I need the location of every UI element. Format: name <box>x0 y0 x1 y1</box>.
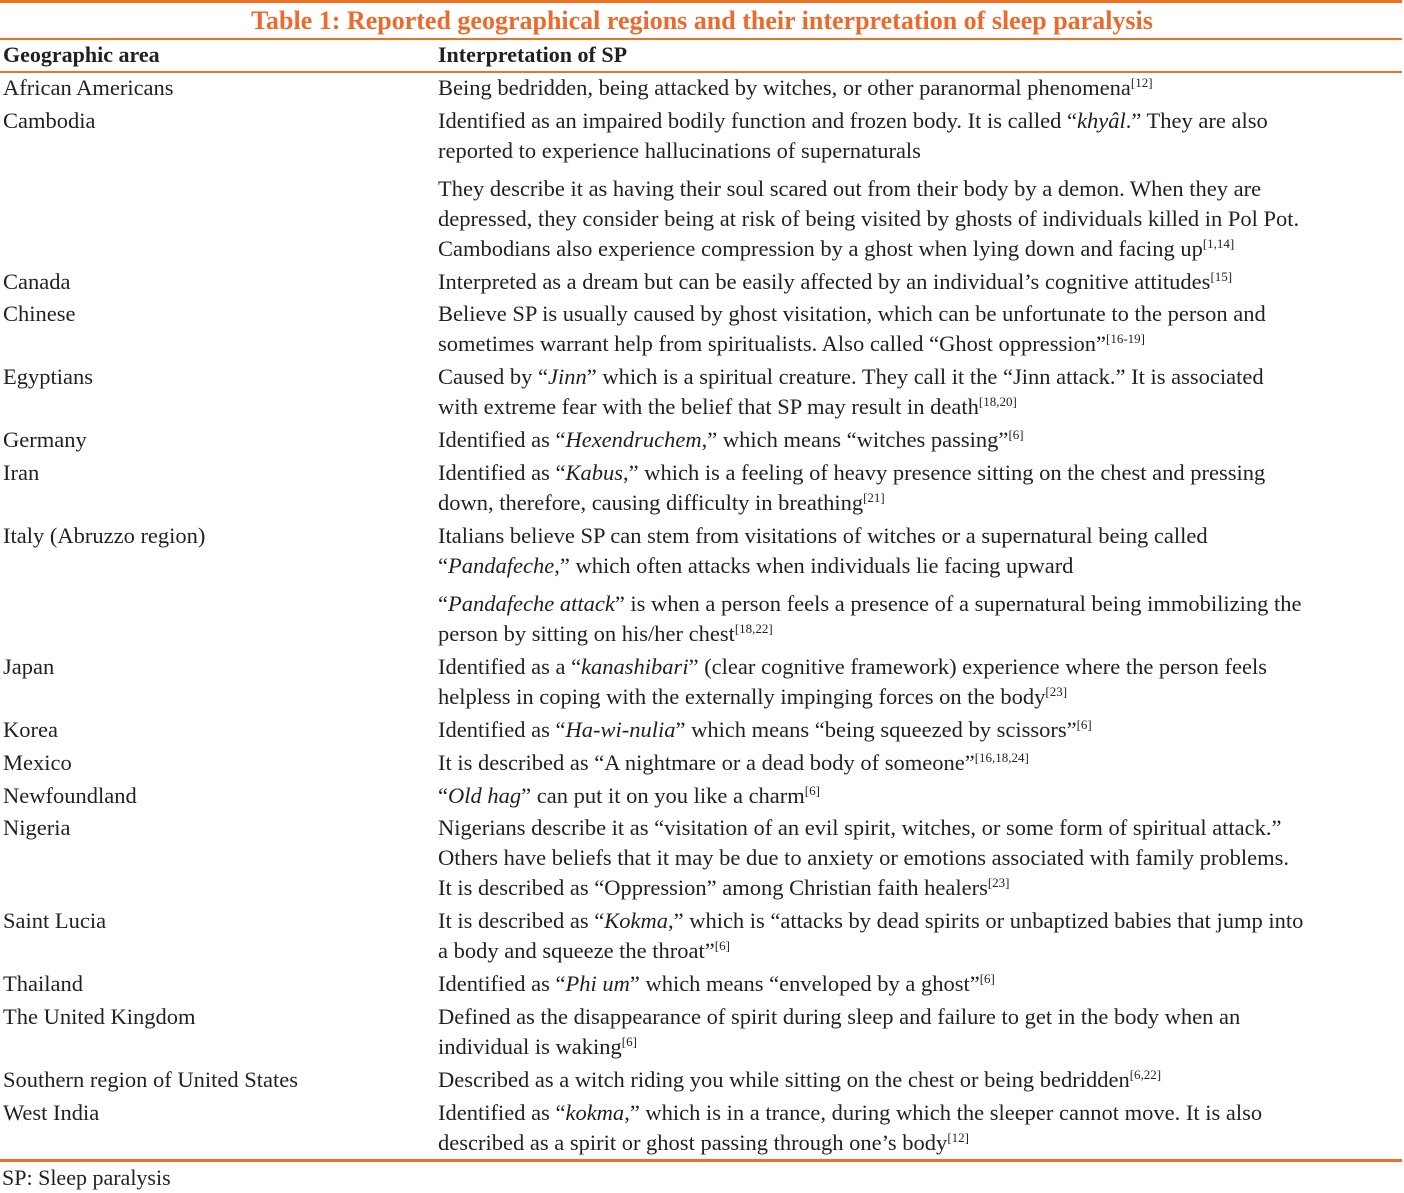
cell-geographic-area: Thailand <box>3 971 83 996</box>
table-row <box>0 813 1404 906</box>
interpretation-paragraph <box>438 781 1404 811</box>
interpretation-paragraph <box>438 425 1404 455</box>
table-title: Table 1: Reported geographical regions and their interpretation of sleep paralysis <box>251 6 1153 35</box>
cell-interpretation <box>438 362 1404 422</box>
interpretation-line: Interpreted as a dream but can be easily affected by an individual’s cognitive attitudes[15] <box>438 269 1233 294</box>
cell-interpretation <box>438 1065 1404 1095</box>
table-row <box>0 458 1404 521</box>
interpretation-line: Italians believe SP can stem from visitations of witches or a supernatural being called <box>438 523 1208 548</box>
interpretation-line: “Pandafeche attack” is when a person feels a presence of a supernatural being immobilizing the <box>438 591 1302 616</box>
interpretation-line: It is described as “Oppression” among Christian faith healers[23] <box>438 875 1010 900</box>
cell-interpretation <box>438 1098 1404 1158</box>
table-row <box>0 906 1404 969</box>
cell-interpretation <box>438 748 1404 778</box>
cell-geographic-area: Cambodia <box>3 108 96 133</box>
interpretation-line: Identified as an impaired bodily function and frozen body. It is called “khyâl.” They are also <box>438 108 1268 133</box>
cell-geographic-area: Nigeria <box>3 815 71 840</box>
citation: [12] <box>947 1130 969 1145</box>
cell-geographic-area: Germany <box>3 427 87 452</box>
cell-interpretation <box>438 521 1404 649</box>
cell-geographic-area: Newfoundland <box>3 783 137 808</box>
interpretation-paragraph <box>438 1098 1404 1158</box>
interpretation-paragraph <box>438 906 1404 966</box>
citation: [1,14] <box>1202 236 1235 251</box>
interpretation-line: Caused by “Jinn” which is a spiritual creature. They call it the “Jinn attack.” It is associated <box>438 364 1264 389</box>
table-row <box>0 1098 1404 1158</box>
cell-interpretation <box>438 267 1404 297</box>
interpretation-line: Others have beliefs that it may be due to anxiety or emotions associated with family problems. <box>438 845 1290 870</box>
cell-geographic-area: Japan <box>3 654 55 679</box>
cell-geographic-area: Italy (Abruzzo region) <box>3 523 206 548</box>
interpretation-line: “Old hag” can put it on you like a charm[6] <box>438 783 820 808</box>
interpretation-line: Defined as the disappearance of spirit during sleep and failure to get in the body when an <box>438 1004 1241 1029</box>
citation: [16,18,24] <box>974 750 1029 765</box>
table-row <box>0 425 1404 458</box>
interpretation-line: Identified as “Phi um” which means “enveloped by a ghost”[6] <box>438 971 995 996</box>
citation: [21] <box>863 490 885 505</box>
table-top-rule <box>0 0 1402 3</box>
interpretation-line: reported to experience hallucinations of supernaturals <box>438 138 921 163</box>
cell-interpretation <box>438 458 1404 518</box>
citation: [12] <box>1130 75 1153 90</box>
interpretation-paragraph <box>438 1065 1404 1095</box>
interpretation-paragraph <box>438 521 1404 581</box>
title-rule <box>0 38 1402 40</box>
interpretation-paragraph <box>438 73 1404 103</box>
citation: [18,22] <box>734 621 773 636</box>
interpretation-paragraph <box>438 748 1404 778</box>
table-body <box>0 73 1404 1158</box>
citation: [16-19] <box>1106 331 1146 346</box>
interpretation-line: Identified as “Ha-wi-nulia” which means “being squeezed by scissors”[6] <box>438 717 1092 742</box>
cell-geographic-area: Korea <box>3 717 58 742</box>
interpretation-line: Identified as “Hexendruchem,” which means “witches passing”[6] <box>438 427 1024 452</box>
column-header-geographic-area: Geographic area <box>3 42 160 67</box>
cell-geographic-area: Saint Lucia <box>3 908 107 933</box>
citation: [23] <box>1045 684 1068 699</box>
interpretation-line: down, therefore, causing difficulty in breathing[21] <box>438 490 885 515</box>
citation: [6] <box>714 938 730 953</box>
interpretation-line: Identified as “kokma,” which is in a trance, during which the sleeper cannot move. It is also <box>438 1100 1263 1125</box>
cell-geographic-area: The United Kingdom <box>3 1004 196 1029</box>
table-row <box>0 521 1404 652</box>
interpretation-line: described as a spirit or ghost passing through one’s body[12] <box>438 1130 969 1155</box>
interpretation-line: They describe it as having their soul scared out from their body by a demon. When they are <box>438 176 1262 201</box>
citation: [6] <box>1008 427 1024 442</box>
table-row <box>0 715 1404 748</box>
cell-geographic-area: Chinese <box>3 301 76 326</box>
table-row <box>0 267 1404 299</box>
interpretation-paragraph <box>438 1002 1404 1062</box>
table-row <box>0 299 1404 362</box>
citation: [6] <box>621 1034 637 1049</box>
cell-interpretation <box>438 73 1404 103</box>
cell-geographic-area: Southern region of United States <box>3 1067 298 1092</box>
table-footnote: SP: Sleep paralysis <box>2 1165 171 1190</box>
cell-interpretation <box>438 906 1404 966</box>
interpretation-line: depressed, they consider being at risk of being visited by ghosts of individuals killed in Pol Pot. <box>438 206 1300 231</box>
interpretation-line: Identified as a “kanashibari” (clear cognitive framework) experience where the person feels <box>438 654 1268 679</box>
cell-interpretation <box>438 715 1404 745</box>
cell-interpretation <box>438 652 1404 712</box>
table-row <box>0 106 1404 267</box>
table-row <box>0 362 1404 425</box>
cell-interpretation <box>438 969 1404 999</box>
table-row <box>0 969 1404 1002</box>
interpretation-line: Being bedridden, being attacked by witches, or other paranormal phenomena[12] <box>438 75 1153 100</box>
interpretation-paragraph <box>438 106 1404 166</box>
interpretation-line: It is described as “A nightmare or a dead body of someone”[16,18,24] <box>438 750 1029 775</box>
interpretation-paragraph <box>438 458 1404 518</box>
cell-geographic-area: Iran <box>3 460 40 485</box>
interpretation-paragraph <box>438 813 1404 903</box>
column-header-interpretation: Interpretation of SP <box>438 42 628 67</box>
cell-geographic-area: African Americans <box>3 75 174 100</box>
cell-geographic-area: Canada <box>3 269 71 294</box>
interpretation-paragraph <box>438 969 1404 999</box>
interpretation-paragraph <box>438 362 1404 422</box>
interpretation-line: Believe SP is usually caused by ghost visitation, which can be unfortunate to the person and <box>438 301 1266 326</box>
cell-interpretation <box>438 299 1404 359</box>
interpretation-line: a body and squeeze the throat”[6] <box>438 938 730 963</box>
interpretation-paragraph <box>438 715 1404 745</box>
interpretation-paragraph <box>438 267 1404 297</box>
citation: [15] <box>1210 269 1233 284</box>
table-row <box>0 748 1404 781</box>
interpretation-line: Cambodians also experience compression by a ghost when lying down and facing up[1,14] <box>438 236 1235 261</box>
cell-interpretation <box>438 813 1404 903</box>
cell-interpretation <box>438 106 1404 264</box>
table-row <box>0 652 1404 715</box>
interpretation-line: Nigerians describe it as “visitation of an evil spirit, witches, or some form of spiritual attack.” <box>438 815 1282 840</box>
cell-interpretation <box>438 425 1404 455</box>
cell-interpretation <box>438 1002 1404 1062</box>
cell-interpretation <box>438 781 1404 811</box>
citation: [6,22] <box>1129 1067 1162 1082</box>
table-bottom-rule <box>0 1159 1402 1162</box>
interpretation-line: “Pandafeche,” which often attacks when individuals lie facing upward <box>438 553 1074 578</box>
table-row <box>0 1065 1404 1098</box>
table-row <box>0 73 1404 106</box>
cell-geographic-area: Mexico <box>3 750 72 775</box>
interpretation-line: helpless in coping with the externally impinging forces on the body[23] <box>438 684 1068 709</box>
citation: [18,20] <box>978 394 1017 409</box>
interpretation-line: Identified as “Kabus,” which is a feeling of heavy presence sitting on the chest and pressing <box>438 460 1266 485</box>
citation: [23] <box>987 875 1010 890</box>
interpretation-paragraph <box>438 589 1404 649</box>
interpretation-line: with extreme fear with the belief that SP may result in death[18,20] <box>438 394 1017 419</box>
table-row <box>0 1002 1404 1065</box>
interpretation-paragraph <box>438 299 1404 359</box>
citation: [6] <box>1076 717 1092 732</box>
interpretation-line: It is described as “Kokma,” which is “attacks by dead spirits or unbaptized babies that jump into <box>438 908 1304 933</box>
citation: [6] <box>804 783 820 798</box>
table-row <box>0 781 1404 813</box>
cell-geographic-area: West India <box>3 1100 100 1125</box>
citation: [6] <box>979 971 995 986</box>
interpretation-paragraph <box>438 174 1404 264</box>
interpretation-line: sometimes warrant help from spiritualists. Also called “Ghost oppression”[16-19] <box>438 331 1146 356</box>
interpretation-paragraph <box>438 652 1404 712</box>
interpretation-line: person by sitting on his/her chest[18,22] <box>438 621 773 646</box>
interpretation-line: Described as a witch riding you while sitting on the chest or being bedridden[6,22] <box>438 1067 1162 1092</box>
cell-geographic-area: Egyptians <box>3 364 93 389</box>
interpretation-line: individual is waking[6] <box>438 1034 637 1059</box>
